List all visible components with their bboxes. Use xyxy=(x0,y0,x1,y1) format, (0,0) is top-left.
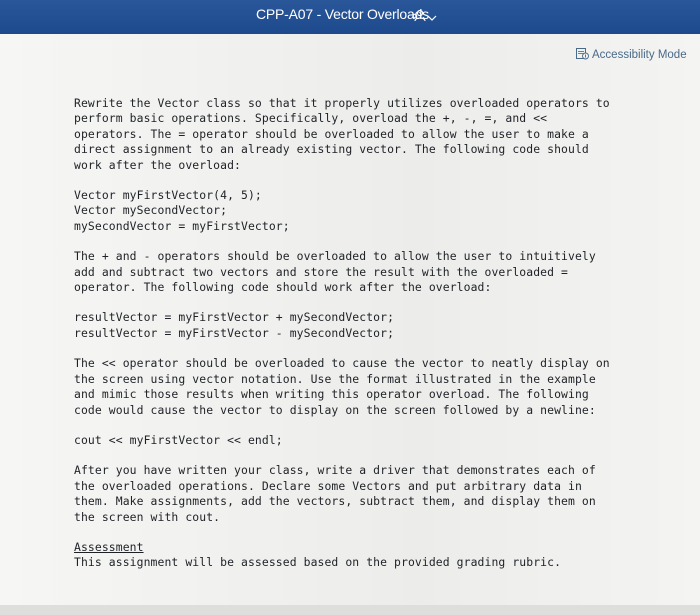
code-block-cout: cout << myFirstVector << endl; xyxy=(74,432,283,447)
code-block-add-subtract: resultVector = myFirstVector + mySecondVector; resultVector = myFirstVector - mySecondVector; xyxy=(74,310,395,340)
document-title[interactable]: CPP-A07 - Vector Overloads xyxy=(256,6,429,22)
title-bar xyxy=(0,0,700,34)
chevron-down-icon xyxy=(428,16,436,20)
intro-paragraph: Rewrite the Vector class so that it properly utilizes overloaded operators to perform basic operations. Specifically, overload the +, -, =, and << operators. The = operator should be overloaded to allow the user to make a direct assignment to an already existing vector. The following code should work after the overload: xyxy=(74,96,610,172)
page-bottom-edge xyxy=(0,605,700,615)
title-menu[interactable] xyxy=(410,7,438,25)
driver-paragraph: After you have written your class, write a driver that demonstrates each of the overloaded operations. Declare some Vectors and put arbitrary data in them. Make assignments, add the vectors, subtract them, and display them on the screen with cout. xyxy=(74,463,596,524)
accessibility-mode-label: Accessibility Mode xyxy=(592,49,687,61)
stream-operator-paragraph: The << operator should be overloaded to cause the vector to neatly display on the screen using vector notation. Use the format illustrated in the example and mimic those results when writing this operator overload. The following code would cause the vector to display on the screen followed by a newline: xyxy=(74,356,610,417)
assessment-heading: Assessment xyxy=(74,539,144,554)
document-body xyxy=(74,96,684,571)
person-icon xyxy=(410,7,438,25)
assessment-text: This assignment will be assessed based on the provided grading rubric. xyxy=(74,555,562,570)
accessibility-icon xyxy=(576,48,589,60)
operators-paragraph: The + and - operators should be overloaded to allow the user to intuitively add and subtract two vectors and store the result with the overloaded = operator. The following code should work after the overload: xyxy=(74,249,596,295)
accessibility-mode-button[interactable] xyxy=(576,48,687,64)
code-block-assignment: Vector myFirstVector(4, 5); Vector mySecondVector; mySecondVector = myFirstVector; xyxy=(74,188,290,233)
